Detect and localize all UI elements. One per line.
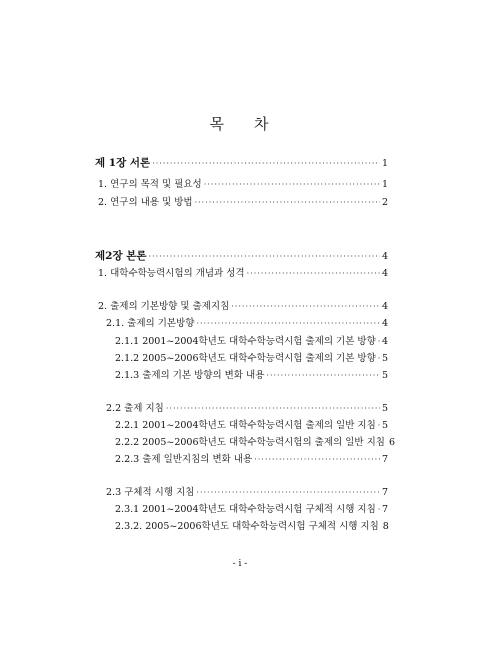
toc-entry-page: 5 <box>381 370 388 381</box>
toc-entry-label: 2.1.2 2005~2006학년도 대학수학능력시험 출제의 기본 방향 <box>115 353 376 364</box>
toc-entry-2-3-2[interactable] <box>115 521 388 533</box>
toc-leader-dots <box>152 158 380 170</box>
toc-entry-page: 7 <box>381 454 388 465</box>
toc-entry-label: 2.2.1 2001~2004학년도 대학수학능력시험 출제의 일반 지침 <box>115 420 376 431</box>
toc-leader-dots <box>254 454 380 466</box>
toc-leader-dots <box>247 268 380 280</box>
toc-entry-page: 2 <box>381 197 388 208</box>
title-char-2: 차 <box>254 115 271 133</box>
toc-entry-page: 6 <box>388 437 395 448</box>
toc-entry-chapter-1[interactable] <box>95 157 388 170</box>
toc-entry-page: 5 <box>381 353 388 364</box>
toc-leader-dots <box>204 179 380 191</box>
toc-entry-2-2-guidelines[interactable] <box>106 403 388 415</box>
toc-entry-page: 7 <box>381 504 388 515</box>
page-number-footer: - i - <box>232 559 248 569</box>
toc-entry-label: 2.2.2 2005~2006학년도 대학수학능력시험의 출제의 일반 지침 <box>115 437 385 448</box>
title-char-1: 목 <box>209 115 226 133</box>
toc-entry-2-1[interactable] <box>98 268 388 280</box>
toc-entry-label: 2.3.1 2001~2004학년도 대학수학능력시험 구체적 시행 지침 <box>115 504 376 515</box>
toc-leader-dots <box>196 318 380 330</box>
toc-entry-label: 2.3.2. 2005~2006학년도 대학수학능력시험 구체적 시행 지침 <box>115 521 379 532</box>
toc-entry-2-3-1[interactable] <box>115 504 388 516</box>
toc-leader-dots <box>196 487 380 499</box>
toc-leader-dots <box>195 197 380 209</box>
toc-entry-page: 4 <box>381 318 388 329</box>
toc-entry-2-2-2-guidelines[interactable] <box>115 437 395 449</box>
toc-entry-2-2-3-guidelines[interactable] <box>115 454 388 466</box>
toc-entry-label: 제 1장 서론 <box>95 157 151 169</box>
toc-entry-label: 1. 대학수학능력시험의 개념과 성격 <box>98 268 245 279</box>
toc-entry-chapter-2[interactable] <box>95 250 388 263</box>
toc-entry-page: 5 <box>381 403 388 414</box>
toc-entry-1-1[interactable] <box>98 179 388 191</box>
toc-entry-page: 1 <box>381 179 388 190</box>
toc-entry-label: 제2장 본론 <box>95 250 147 262</box>
toc-leader-dots <box>266 370 380 382</box>
toc-entry-label: 2.3 구체적 시행 지침 <box>106 487 195 498</box>
toc-entry-2-3[interactable] <box>106 487 388 499</box>
toc-entry-label: 2. 연구의 내용 및 방법 <box>98 197 193 208</box>
toc-leader-dots <box>378 420 380 432</box>
toc-entry-2-2[interactable] <box>98 301 388 313</box>
toc-entry-2-2-1-guidelines[interactable] <box>115 420 388 432</box>
toc-entry-label: 1. 연구의 목적 및 필요성 <box>98 179 202 190</box>
toc-leader-dots <box>166 403 380 415</box>
toc-entry-1-2[interactable] <box>98 197 388 209</box>
toc-leader-dots <box>149 251 380 263</box>
toc-entry-2-1-1[interactable] <box>115 336 388 348</box>
toc-entry-label: 2.1.1 2001~2004학년도 대학수학능력시험 출제의 기본 방향 <box>115 336 376 347</box>
toc-entry-2-2-1[interactable] <box>106 318 388 330</box>
toc-entry-2-1-3[interactable] <box>115 370 388 382</box>
toc-entry-label: 2.1. 출제의 기본방향 <box>106 318 195 329</box>
toc-leader-dots <box>231 301 380 313</box>
toc-entry-page: 1 <box>381 158 388 169</box>
toc-entry-page: 4 <box>381 336 388 347</box>
toc-entry-page: 5 <box>381 420 388 431</box>
toc-entry-page: 7 <box>381 487 388 498</box>
toc-entry-label: 2.2.3 출제 일반지침의 변화 내용 <box>115 454 253 465</box>
toc-entry-page: 8 <box>382 521 389 532</box>
toc-entry-page: 4 <box>381 301 388 312</box>
toc-entry-label: 2.2 출제 지침 <box>106 403 164 414</box>
toc-leader-dots <box>378 336 380 348</box>
toc-entry-2-1-2[interactable] <box>115 353 388 365</box>
toc-leader-dots <box>378 353 380 365</box>
toc-entry-page: 4 <box>381 251 388 262</box>
toc-entry-label: 2.1.3 출제의 기본 방향의 변화 내용 <box>115 370 265 381</box>
toc-entry-label: 2. 출제의 기본방향 및 출제지침 <box>98 301 230 312</box>
toc-leader-dots <box>378 504 380 516</box>
page-title <box>0 113 480 134</box>
toc-entry-page: 4 <box>381 268 388 279</box>
